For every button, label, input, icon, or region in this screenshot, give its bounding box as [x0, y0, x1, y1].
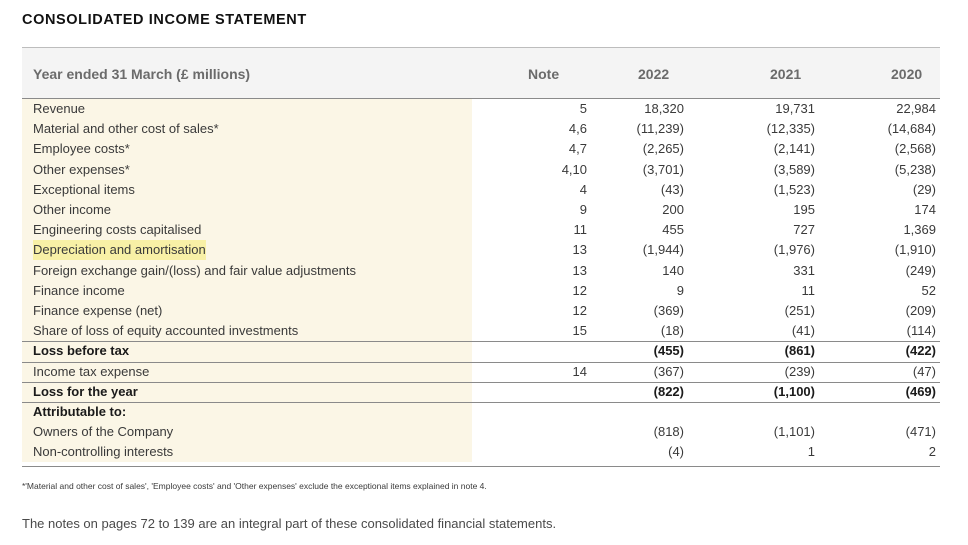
row-value-2021: (12,335) — [766, 121, 815, 137]
row-note: 9 — [579, 202, 587, 217]
table-rule — [22, 362, 940, 363]
row-value-2022: 140 — [662, 262, 684, 278]
table-row — [22, 200, 940, 220]
row-note: 13 — [572, 242, 587, 258]
row-value-2021: (251) — [784, 303, 815, 318]
row-value-2020: 174 — [914, 202, 936, 217]
row-value-2020: (5,238) — [894, 161, 936, 177]
row-value-2021: (1,100) — [773, 383, 815, 399]
row-value-2020: (14,684) — [887, 121, 936, 137]
row-value-2021: (239) — [784, 363, 815, 379]
row-note: 13 — [572, 262, 587, 278]
row-value-2022: (3,701) — [642, 161, 684, 177]
footnote: *'Material and other cost of sales', 'Employee costs' and 'Other expenses' exclude the exceptional items explained in note 4. — [22, 481, 487, 491]
row-value-2022: 200 — [662, 202, 684, 217]
row-value-2021: 11 — [801, 282, 815, 298]
row-label: Foreign exchange gain/(loss) and fair value adjustments — [33, 262, 357, 278]
row-note: 5 — [579, 101, 587, 116]
row-value-2020: (2,568) — [894, 141, 936, 157]
table-row — [22, 119, 940, 139]
row-value-2020: (249) — [905, 262, 936, 278]
row-value-2021: 727 — [793, 222, 815, 238]
table-row — [22, 180, 940, 200]
table-rule — [22, 341, 940, 342]
row-value-2022: (43) — [660, 181, 684, 197]
table-row — [22, 240, 940, 260]
row-value-2020: 1,369 — [903, 222, 936, 238]
row-value-2022: (18) — [660, 323, 684, 339]
header-period-label: Year ended 31 March (£ millions) — [33, 66, 251, 82]
row-value-2022: (818) — [653, 424, 684, 440]
footer-note: The notes on pages 72 to 139 are an integral part of these consolidated financial statements. — [22, 516, 557, 531]
table-row — [22, 442, 940, 462]
table-row — [22, 301, 940, 321]
table-row — [22, 422, 940, 442]
table-rule — [22, 382, 940, 383]
table-rule — [22, 402, 940, 403]
row-value-2021: (1,101) — [773, 424, 815, 440]
row-value-2021: (1,976) — [773, 242, 815, 258]
table-row — [22, 139, 940, 159]
row-note: 12 — [572, 282, 587, 298]
row-value-2021: (861) — [784, 343, 815, 359]
row-value-2021: 1 — [807, 444, 815, 460]
row-value-2020: (114) — [906, 323, 936, 339]
row-label: Employee costs* — [33, 141, 130, 157]
row-value-2022: 18,320 — [644, 101, 684, 116]
row-label: Finance expense (net) — [33, 303, 163, 318]
table-row — [22, 99, 940, 119]
row-value-2021: (3,589) — [773, 161, 815, 177]
header-2020: 2020 — [891, 66, 923, 82]
row-label: Non-controlling interests — [33, 444, 174, 460]
row-note: 4 — [579, 181, 587, 197]
row-note: 4,6 — [568, 121, 587, 137]
page-title: CONSOLIDATED INCOME STATEMENT — [22, 12, 307, 28]
table-row — [22, 281, 940, 301]
table-row — [22, 382, 940, 402]
header-note: Note — [528, 66, 560, 82]
row-value-2022: (11,239) — [636, 121, 684, 137]
row-label: Income tax expense — [33, 363, 150, 379]
row-label: Loss for the year — [33, 383, 138, 399]
row-note: 4,10 — [561, 161, 587, 177]
row-value-2020: (47) — [912, 363, 936, 379]
table-row — [22, 402, 940, 422]
row-note: 4,7 — [568, 141, 587, 157]
row-label: Share of loss of equity accounted investments — [33, 323, 299, 339]
header-2021: 2021 — [770, 66, 802, 82]
row-label: Other expenses* — [33, 161, 130, 177]
row-value-2021: (1,523) — [773, 181, 815, 197]
table-row — [22, 220, 940, 240]
row-value-2020: (209) — [905, 303, 936, 318]
row-value-2020: (422) — [905, 343, 936, 359]
row-value-2022: (4) — [668, 444, 684, 460]
row-value-2020: 2 — [928, 444, 936, 460]
row-label: Loss before tax — [33, 343, 130, 359]
row-value-2022: (369) — [653, 303, 684, 318]
table-row — [22, 261, 940, 281]
row-value-2021: 19,731 — [775, 101, 815, 116]
row-note: 11 — [573, 222, 587, 238]
row-value-2021: 331 — [793, 262, 815, 278]
row-value-2022: (455) — [653, 343, 684, 359]
row-value-2021: (41) — [791, 323, 815, 339]
row-label: Material and other cost of sales* — [33, 121, 219, 137]
row-label: Finance income — [33, 282, 125, 298]
row-label: Other income — [33, 202, 112, 217]
row-label: Revenue — [33, 101, 86, 116]
row-value-2020: (1,910) — [894, 242, 936, 258]
row-value-2022: (1,944) — [642, 242, 684, 258]
row-label: Engineering costs capitalised — [33, 222, 202, 238]
table-rule — [22, 466, 940, 467]
row-value-2022: 455 — [662, 222, 684, 238]
row-value-2020: 22,984 — [896, 101, 936, 116]
row-label: Owners of the Company — [33, 424, 174, 440]
table-row — [22, 321, 940, 341]
row-value-2022: 9 — [676, 282, 684, 298]
row-value-2021: 195 — [793, 202, 815, 217]
row-value-2020: 52 — [921, 282, 936, 298]
row-note: 15 — [572, 323, 587, 339]
row-label: Attributable to: — [33, 404, 127, 419]
row-value-2020: (471) — [905, 424, 936, 440]
row-note: 12 — [572, 303, 587, 318]
row-value-2021: (2,141) — [773, 141, 815, 157]
row-label: Depreciation and amortisation — [33, 240, 206, 260]
row-value-2022: (367) — [653, 363, 684, 379]
row-value-2020: (29) — [912, 181, 936, 197]
table-row — [22, 362, 940, 382]
row-value-2020: (469) — [905, 383, 936, 399]
row-note: 14 — [572, 363, 587, 379]
row-value-2022: (2,265) — [642, 141, 684, 157]
header-2022: 2022 — [638, 66, 670, 82]
row-label: Exceptional items — [33, 181, 135, 197]
table-row — [22, 341, 940, 361]
row-value-2022: (822) — [653, 383, 684, 399]
table-row — [22, 160, 940, 180]
